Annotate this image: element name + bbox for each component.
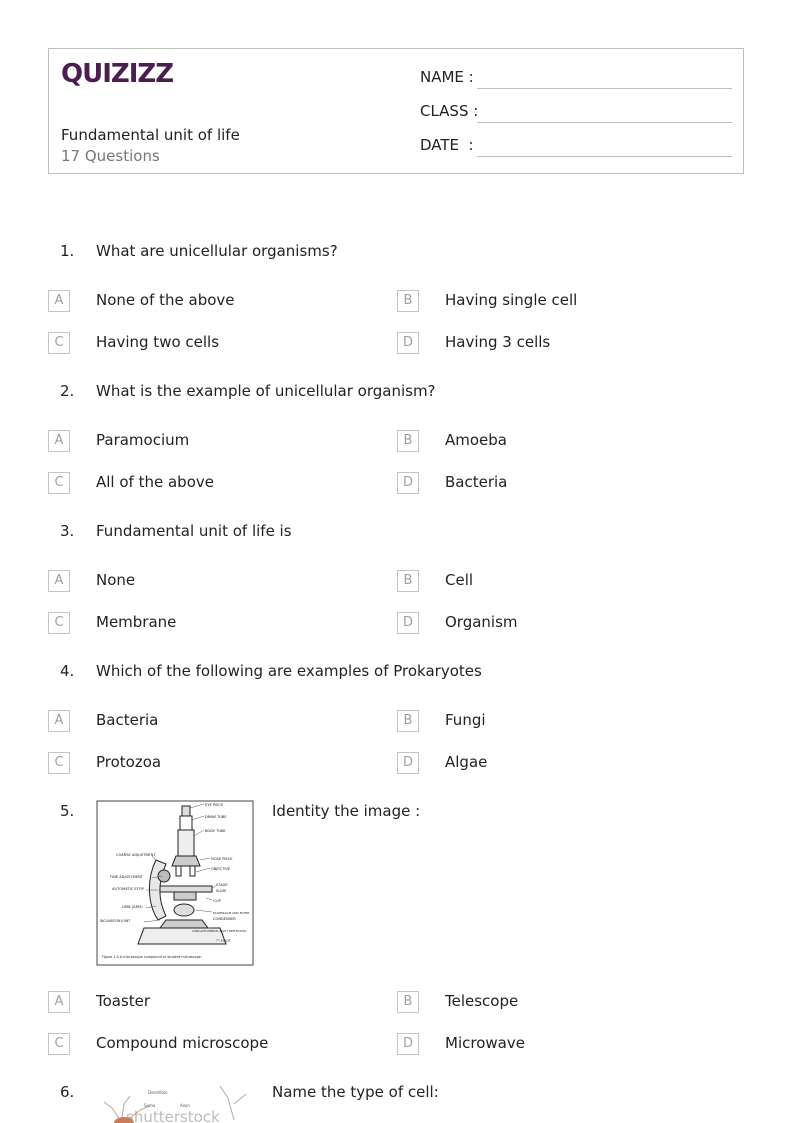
date-field[interactable] xyxy=(420,136,732,158)
worksheet-header xyxy=(48,48,744,174)
label-condenser: CONDENSER xyxy=(213,917,236,921)
question-number: 6. xyxy=(60,1083,75,1101)
date-line[interactable] xyxy=(477,156,732,157)
question-text: Which of the following are examples of Prokaryotes xyxy=(96,662,482,680)
option-d-box[interactable]: D xyxy=(397,332,419,354)
option-b-box[interactable]: B xyxy=(397,991,419,1013)
shutterstock-watermark: shutterstock xyxy=(126,1108,220,1123)
option-d-box[interactable]: D xyxy=(397,752,419,774)
quizizz-logo: QUIZIZZ xyxy=(61,59,174,89)
label-inclination-joint: INCLINATION JOINT xyxy=(100,919,131,923)
class-line[interactable] xyxy=(477,122,732,123)
label-fine-adjustment: FINE ADJUSTMENT xyxy=(110,875,143,879)
option-a-text[interactable]: Toaster xyxy=(96,992,151,1010)
label-foot: FOOT xyxy=(221,939,231,943)
option-d-text[interactable]: Organism xyxy=(445,613,518,631)
label-automatic-stop: AUTOMATIC STOP xyxy=(112,887,144,891)
option-c-box[interactable]: C xyxy=(48,472,70,494)
question-text: Fundamental unit of life is xyxy=(96,522,292,540)
label-clip: CLIP xyxy=(213,899,221,903)
option-a-text[interactable]: Paramocium xyxy=(96,431,190,449)
microscope-image xyxy=(96,800,254,966)
label-dendrites: Dendrites xyxy=(148,1090,168,1095)
label-slide: SLIDE xyxy=(216,889,227,893)
question-number: 4. xyxy=(60,662,75,680)
name-label: NAME : xyxy=(420,68,474,86)
figure-caption: Figure 1.4 A microscope compound or student microscope. xyxy=(102,955,202,959)
class-field[interactable] xyxy=(420,102,732,124)
option-d-box[interactable]: D xyxy=(397,612,419,634)
option-a-box[interactable]: A xyxy=(48,290,70,312)
option-b-text[interactable]: Amoeba xyxy=(445,431,507,449)
option-b-box[interactable]: B xyxy=(397,710,419,732)
question-number: 1. xyxy=(60,242,75,260)
option-c-text[interactable]: Compound microscope xyxy=(96,1034,269,1052)
option-b-box[interactable]: B xyxy=(397,570,419,592)
option-a-text[interactable]: None xyxy=(96,571,136,589)
option-c-box[interactable]: C xyxy=(48,1033,70,1055)
option-d-text[interactable]: Microwave xyxy=(445,1034,525,1052)
worksheet-title: Fundamental unit of life xyxy=(61,126,240,144)
option-d-box[interactable]: D xyxy=(397,1033,419,1055)
option-d-text[interactable]: Algae xyxy=(445,753,488,771)
label-diaphragm: DIAPHRAGM AND FILTER xyxy=(213,911,250,915)
label-objective: OBJECTIVE xyxy=(211,867,231,871)
microscope-drawing xyxy=(96,800,254,966)
question-text: Name the type of cell: xyxy=(272,1083,439,1101)
option-c-text[interactable]: All of the above xyxy=(96,473,214,491)
date-label: DATE : xyxy=(420,136,474,154)
question-text: Identity the image : xyxy=(272,802,421,820)
option-d-text[interactable]: Having 3 cells xyxy=(445,333,551,351)
label-soma: Soma xyxy=(144,1103,156,1108)
label-coarse-adjustment: COARSE ADJUSTMENT xyxy=(116,853,156,857)
option-b-text[interactable]: Telescope xyxy=(445,992,519,1010)
label-stage: STAGE xyxy=(216,883,228,887)
label-body-tube: BODY TUBE xyxy=(205,829,226,833)
option-a-box[interactable]: A xyxy=(48,430,70,452)
option-d-box[interactable]: D xyxy=(397,472,419,494)
option-b-box[interactable]: B xyxy=(397,430,419,452)
option-c-box[interactable]: C xyxy=(48,752,70,774)
question-text: What is the example of unicellular organism? xyxy=(96,382,436,400)
question-text: What are unicellular organisms? xyxy=(96,242,338,260)
option-b-text[interactable]: Fungi xyxy=(445,711,486,729)
neuron-drawing xyxy=(100,1080,256,1123)
question-number: 2. xyxy=(60,382,75,400)
label-eye-piece: EYE PIECE xyxy=(205,803,224,807)
label-draw-tube: DRAW TUBE xyxy=(205,815,227,819)
option-a-text[interactable]: None of the above xyxy=(96,291,235,309)
option-c-text[interactable]: Membrane xyxy=(96,613,177,631)
label-concave-mirror: CONCAVE MIRROR (LIGHT REFLECTOR) xyxy=(192,929,247,933)
option-d-text[interactable]: Bacteria xyxy=(445,473,508,491)
class-label: CLASS : xyxy=(420,102,479,120)
option-a-text[interactable]: Bacteria xyxy=(96,711,159,729)
option-c-text[interactable]: Protozoa xyxy=(96,753,162,771)
label-axon: Axon xyxy=(180,1103,190,1108)
question-count: 17 Questions xyxy=(61,147,160,165)
option-c-text[interactable]: Having two cells xyxy=(96,333,220,351)
option-b-box[interactable]: B xyxy=(397,290,419,312)
option-c-box[interactable]: C xyxy=(48,332,70,354)
question-number: 3. xyxy=(60,522,75,540)
name-field[interactable] xyxy=(420,68,732,90)
label-nose-piece: NOSE PIECE xyxy=(211,857,233,861)
option-a-box[interactable]: A xyxy=(48,991,70,1013)
option-a-box[interactable]: A xyxy=(48,710,70,732)
label-limb: LIMB (ARM) xyxy=(122,905,143,909)
cell-image xyxy=(100,1080,256,1123)
question-number: 5. xyxy=(60,802,75,820)
option-b-text[interactable]: Having single cell xyxy=(445,291,578,309)
option-b-text[interactable]: Cell xyxy=(445,571,474,589)
option-a-box[interactable]: A xyxy=(48,570,70,592)
option-c-box[interactable]: C xyxy=(48,612,70,634)
name-line[interactable] xyxy=(477,88,732,89)
